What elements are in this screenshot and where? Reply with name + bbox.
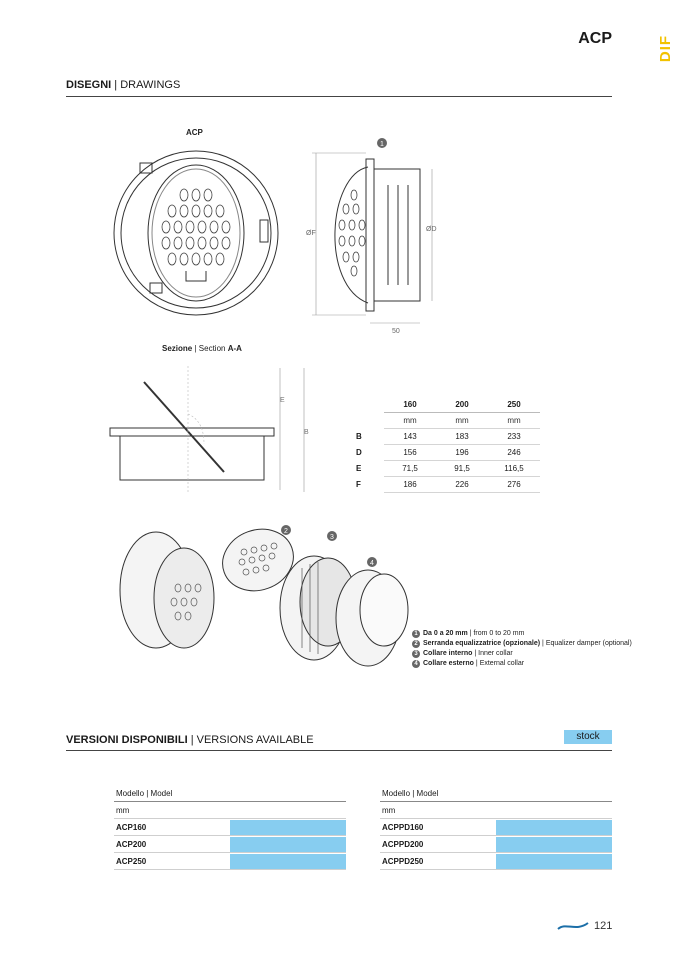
dim-cell: 71,5 bbox=[384, 461, 436, 477]
versions-header-label: Modello | Model bbox=[382, 788, 439, 798]
model-code: ACP250 bbox=[116, 856, 147, 866]
side-view-holes bbox=[339, 190, 365, 276]
versions-header-label: Modello | Model bbox=[116, 788, 173, 798]
section-caption-en: Section bbox=[198, 344, 226, 353]
callout-2: 2 bbox=[284, 528, 288, 535]
section-caption-it: Sezione bbox=[162, 344, 193, 353]
section-caption bbox=[162, 344, 242, 353]
callout-4: 4 bbox=[370, 560, 374, 567]
drawings-title-it: DISEGNI bbox=[66, 79, 112, 91]
legend-it: Collare interno bbox=[423, 650, 473, 657]
versions-row bbox=[114, 836, 346, 853]
versions-row bbox=[380, 819, 612, 836]
model-code: ACPPD250 bbox=[382, 856, 424, 866]
legend-num: 3 bbox=[412, 650, 420, 658]
legend-num: 4 bbox=[412, 660, 420, 668]
dim-row-label: E bbox=[356, 464, 362, 473]
dim-label-depth: 50 bbox=[392, 328, 400, 335]
legend-it: Collare esterno bbox=[423, 660, 474, 667]
dim-label-e: E bbox=[280, 397, 285, 404]
front-view-holes bbox=[162, 189, 230, 265]
drawings-title-en: DRAWINGS bbox=[120, 79, 181, 91]
product-code: ACP bbox=[578, 30, 612, 47]
dim-cell: 186 bbox=[384, 477, 436, 493]
dimensions-row-b bbox=[352, 429, 540, 445]
stock-cell bbox=[230, 837, 346, 852]
dimensions-row-d bbox=[352, 445, 540, 461]
model-code: ACPPD200 bbox=[382, 839, 424, 849]
stock-cell bbox=[496, 854, 612, 869]
section-caption-en-bold: A-A bbox=[227, 344, 242, 353]
legend-item: 4 Collare esterno | External collar bbox=[412, 659, 632, 669]
versions-title-separator: | bbox=[190, 734, 194, 746]
side-view bbox=[335, 159, 420, 311]
dim-cell: 183 bbox=[436, 429, 488, 445]
dim-cell: 156 bbox=[384, 445, 436, 461]
versions-header bbox=[114, 785, 346, 802]
dim-cell: 246 bbox=[488, 445, 540, 461]
stock-cell bbox=[230, 820, 346, 835]
versions-divider bbox=[66, 750, 612, 751]
legend-it: Da 0 a 20 mm bbox=[423, 630, 468, 637]
stock-badge: stock bbox=[564, 730, 612, 744]
dim-cell: 143 bbox=[384, 429, 436, 445]
legend-it: Serranda equalizzatrice (opzionale) bbox=[423, 640, 541, 647]
dimensions-units-row bbox=[352, 413, 540, 429]
legend-num: 2 bbox=[412, 640, 420, 648]
exploded-view-drawing bbox=[106, 518, 416, 668]
model-code: ACPPD160 bbox=[382, 822, 424, 832]
dimensions-table bbox=[352, 397, 540, 493]
dim-col-header: 200 bbox=[436, 397, 488, 413]
stock-cell bbox=[230, 854, 346, 869]
versions-unit: mm bbox=[116, 805, 130, 815]
legend-num: 1 bbox=[412, 630, 420, 638]
legend-item: 1 Da 0 a 20 mm | from 0 to 20 mm bbox=[412, 629, 632, 639]
versions-row bbox=[380, 853, 612, 870]
model-code: ACP200 bbox=[116, 839, 147, 849]
stock-cell bbox=[496, 837, 612, 852]
dimension-lines bbox=[312, 153, 432, 323]
section-view-drawing bbox=[104, 360, 314, 500]
versions-row bbox=[114, 853, 346, 870]
front-view bbox=[114, 151, 278, 315]
dim-label-d: ØD bbox=[426, 226, 437, 233]
drawings-section-title bbox=[66, 79, 180, 91]
callout-1: 1 bbox=[380, 141, 384, 148]
versions-title-it: VERSIONI DISPONIBILI bbox=[66, 734, 188, 746]
dimensions-row-e bbox=[352, 461, 540, 477]
dim-label-b: B bbox=[304, 429, 309, 436]
side-tab bbox=[654, 22, 678, 74]
legend-en: from 0 to 20 mm bbox=[473, 630, 525, 637]
dim-cell: 226 bbox=[436, 477, 488, 493]
drawings-divider bbox=[66, 96, 612, 97]
dim-unit: mm bbox=[384, 413, 436, 429]
dim-cell: 91,5 bbox=[436, 461, 488, 477]
page-number: 121 bbox=[594, 920, 613, 932]
legend-en: Equalizer damper (optional) bbox=[545, 640, 632, 647]
legend-item: 2 Serranda equalizzatrice (opzionale) | Equalizer damper (optional) bbox=[412, 639, 632, 649]
versions-row bbox=[114, 819, 346, 836]
section-caption-separator: | bbox=[194, 344, 197, 353]
side-tab-label: DIF bbox=[657, 34, 675, 62]
dim-cell: 196 bbox=[436, 445, 488, 461]
dim-label-f: ØF bbox=[306, 230, 316, 237]
dim-row-label: D bbox=[356, 448, 362, 457]
versions-table-right bbox=[380, 785, 612, 870]
versions-row bbox=[380, 836, 612, 853]
dim-cell: 276 bbox=[488, 477, 540, 493]
parts-legend bbox=[412, 629, 632, 669]
dim-unit: mm bbox=[488, 413, 540, 429]
versions-section-title bbox=[66, 734, 314, 746]
dim-cell: 233 bbox=[488, 429, 540, 445]
dimensions-header-row bbox=[352, 397, 540, 413]
model-code: ACP160 bbox=[116, 822, 147, 832]
versions-table-left bbox=[114, 785, 346, 870]
stock-cell bbox=[496, 820, 612, 835]
dim-row-label: B bbox=[356, 432, 362, 441]
legend-item: 3 Collare interno | Inner collar bbox=[412, 649, 632, 659]
dimensions-row-f bbox=[352, 477, 540, 493]
dim-row-label: F bbox=[356, 480, 361, 489]
legend-en: External collar bbox=[479, 660, 525, 667]
front-side-drawing bbox=[100, 135, 440, 340]
dim-cell: 116,5 bbox=[488, 461, 540, 477]
drawing-label: ACP bbox=[186, 128, 203, 137]
versions-unit-row bbox=[380, 802, 612, 819]
versions-unit: mm bbox=[382, 805, 396, 815]
wave-logo-icon bbox=[556, 920, 590, 932]
callout-3: 3 bbox=[330, 534, 334, 541]
versions-unit-row bbox=[114, 802, 346, 819]
versions-title-en: VERSIONS AVAILABLE bbox=[196, 734, 314, 746]
dim-col-header: 160 bbox=[384, 397, 436, 413]
drawings-title-separator: | bbox=[114, 79, 118, 91]
versions-header bbox=[380, 785, 612, 802]
dim-col-header: 250 bbox=[488, 397, 540, 413]
legend-en: Inner collar bbox=[478, 650, 513, 657]
dim-unit: mm bbox=[436, 413, 488, 429]
